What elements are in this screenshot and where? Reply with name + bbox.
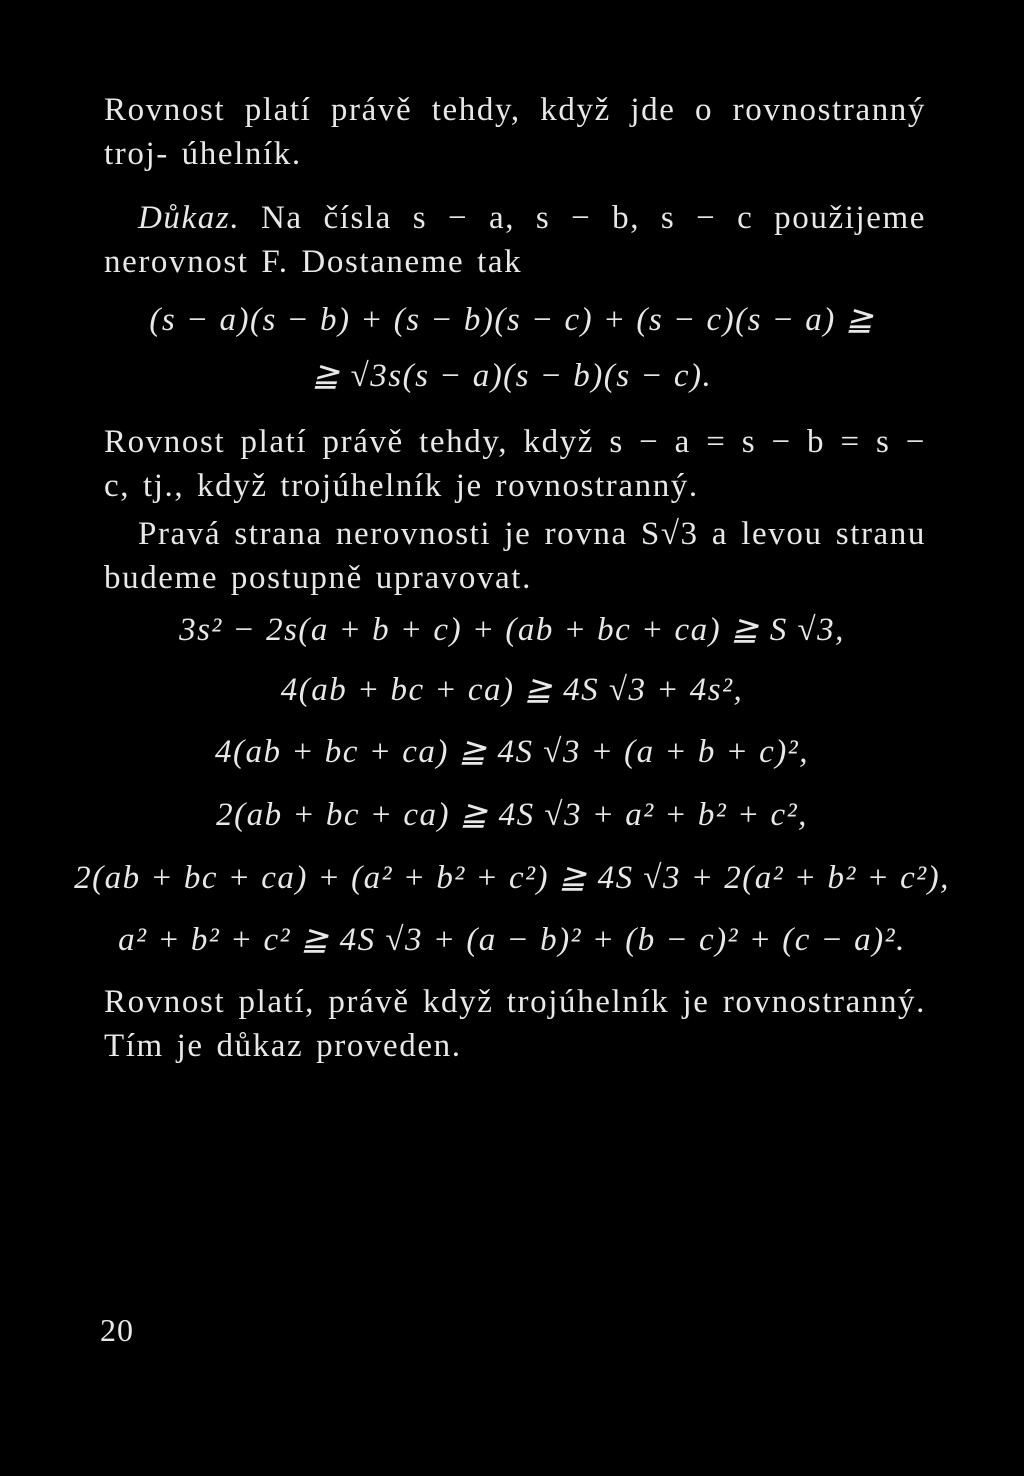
equation-3: 3s² − 2s(a + b + c) + (ab + bc + ca) ≧ S √3, bbox=[179, 612, 845, 648]
paragraph-proof-intro bbox=[104, 196, 926, 284]
equation-4: 4(ab + bc + ca) ≧ 4S √3 + 4s², bbox=[280, 672, 744, 708]
equation-8: a² + b² + c² ≧ 4S √3 + (a − b)² + (b − c)² + (c − a)². bbox=[118, 922, 906, 958]
equation-1: (s − a)(s − b) + (s − b)(s − c) + (s − c)(s − a) ≧ bbox=[149, 302, 875, 338]
paragraph-right-side: Pravá strana nerovnosti je rovna S√3 a levou stranu budeme postupně upravovat. bbox=[104, 516, 926, 596]
paragraph-conclusion: Rovnost platí, právě když trojúhelník je rovnostranný. Tím je důkaz proveden. bbox=[104, 984, 926, 1064]
paragraph-equality-triangle: Rovnost platí právě tehdy, když s − a = s − b = s − c, tj., když trojúhelník je rovnostranný. bbox=[104, 424, 926, 504]
proof-label: Důkaz. bbox=[138, 200, 241, 236]
paragraph-equality-condition: Rovnost platí právě tehdy, když jde o rovnostranný troj- úhelník. bbox=[104, 92, 926, 172]
equation-7: 2(ab + bc + ca) + (a² + b² + c²) ≧ 4S √3 + 2(a² + b² + c²), bbox=[74, 860, 950, 896]
equation-2: ≧ √3s(s − a)(s − b)(s − c). bbox=[311, 358, 713, 394]
proof-intro-text: Na čísla s − a, s − b, s − c použijeme nerovnost F. Dostaneme tak bbox=[104, 200, 926, 280]
equation-5: 4(ab + bc + ca) ≧ 4S √3 + (a + b + c)², bbox=[215, 734, 809, 770]
equation-6: 2(ab + bc + ca) ≧ 4S √3 + a² + b² + c², bbox=[216, 797, 808, 833]
page-number: 20 bbox=[100, 1312, 134, 1348]
